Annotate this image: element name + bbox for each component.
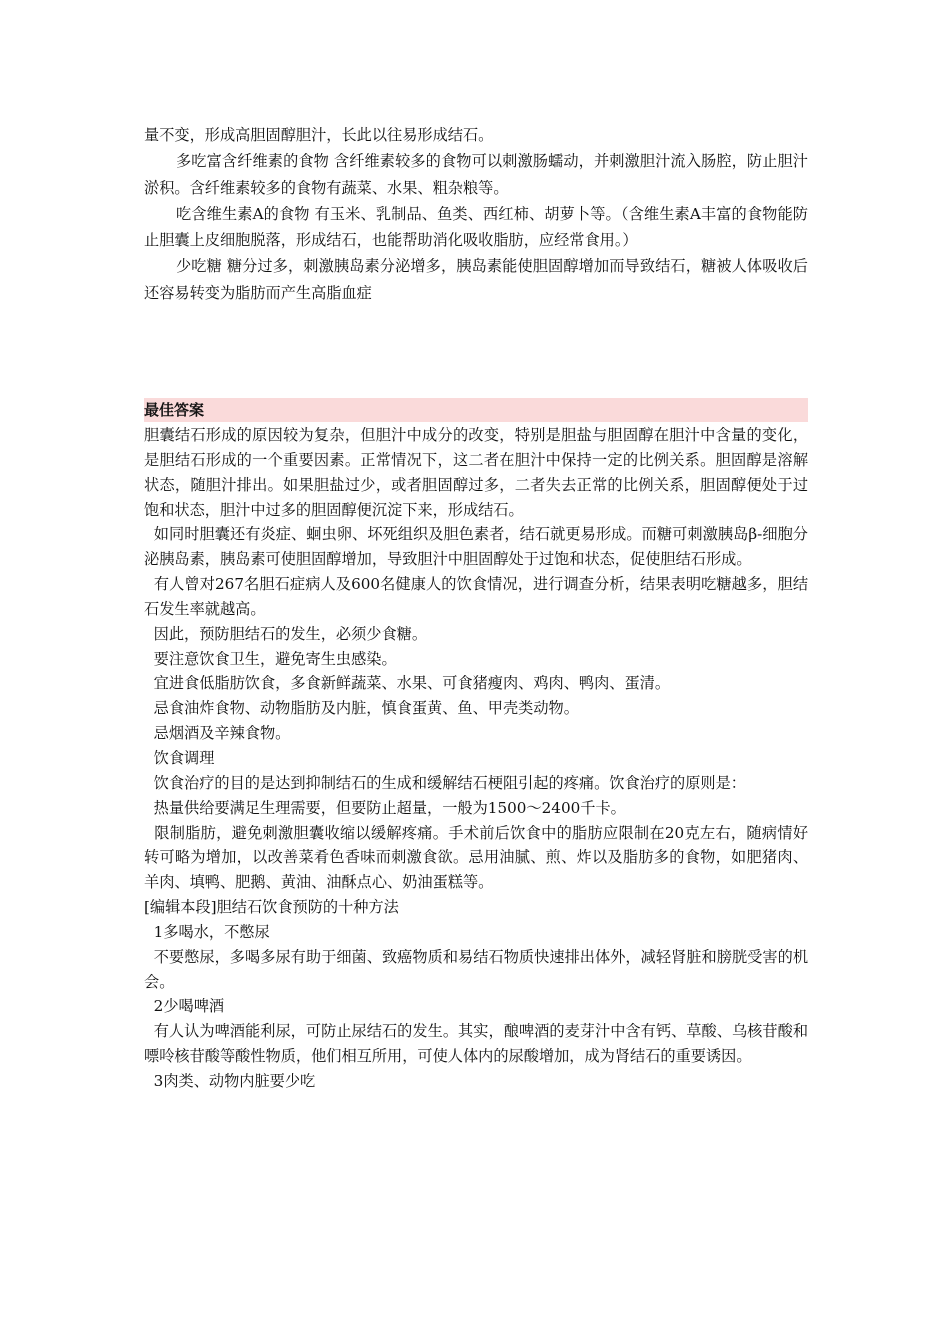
paragraph: 有人曾对267名胆石症病人及600名健康人的饮食情况，进行调查分析，结果表明吃糖越多，胆结石发生率就越高。 xyxy=(144,575,809,618)
paragraph: 饮食调理 xyxy=(144,748,215,767)
paragraph: 胆囊结石形成的原因较为复杂，但胆汁中成分的改变，特别是胆盐与胆固醇在胆汁中含量的变化，是胆结石形成的一个重要因素。正常情况下，这二者在胆汁中保持一定的比例关系。胆固醇是溶解状态，随胆汁排出。如果胆盐过少，或者胆固醇过多，二者失去正常的比例关系，胆固醇便处于过饱和状态，胆汁中过多的胆固醇便沉淀下来，形成结石。 xyxy=(144,426,808,519)
paragraph: 限制脂肪，避免刺激胆囊收缩以缓解疼痛。手术前后饮食中的脂肪应限制在20克左右，随病情好转可略为增加，以改善菜肴色香味而刺激食欲。忌用油腻、煎、炸以及脂肪多的食物，如肥猪肉、羊肉、填鸭、肥鹅、黄油、油酥点心、奶油蛋糕等。 xyxy=(144,823,809,892)
paragraph: 要注意饮食卫生，避免寄生虫感染。 xyxy=(144,649,397,668)
paragraph: 如同时胆囊还有炎症、蛔虫卵、坏死组织及胆色素者，结石就更易形成。而糖可刺激胰岛β-细胞分泌胰岛素，胰岛素可使胆固醇增加，导致胆汁中胆固醇处于过饱和状态，促使胆结石形成。 xyxy=(144,525,808,569)
list-item-heading: 1多喝水，不憋尿 xyxy=(144,922,270,941)
list-item-heading: 3肉类、动物内脏要少吃 xyxy=(144,1071,316,1090)
paragraph: 多吃富含纤维素的食物 含纤维素较多的食物可以刺激肠蠕动，并刺激胆汁流入肠腔，防止胆汁淤积。含纤维素较多的食物有蔬菜、水果、粗杂粮等。 xyxy=(144,152,808,197)
paragraph: 少吃糖 糖分过多，刺激胰岛素分泌增多，胰岛素能使胆固醇增加而导致结石，糖被人体吸收后还容易转变为脂肪而产生高脂血症 xyxy=(144,257,808,302)
paragraph: 忌烟酒及辛辣食物。 xyxy=(144,724,291,743)
best-answer-body xyxy=(144,423,808,1094)
paragraph: 量不变，形成高胆固醇胆汁，长此以往易形成结石。 xyxy=(144,126,494,144)
best-answer-header: 最佳答案 xyxy=(144,398,808,422)
paragraph: 忌食油炸食物、动物脂肪及内脏，慎食蛋黄、鱼、甲壳类动物。 xyxy=(144,699,579,718)
paragraph: 宜进食低脂肪饮食，多食新鲜蔬菜、水果、可食猪瘦肉、鸡肉、鸭肉、蛋清。 xyxy=(144,674,671,693)
paragraph: 吃含维生素A的食物 有玉米、乳制品、鱼类、西红柿、胡萝卜等。（含维生素A丰富的食物能防止胆囊上皮细胞脱落，形成结石，也能帮助消化吸收脂肪，应经常食用。） xyxy=(144,204,808,250)
paragraph: 饮食治疗的目的是达到抑制结石的生成和缓解结石梗阻引起的疼痛。饮食治疗的原则是： xyxy=(144,773,746,792)
paragraph: 有人认为啤酒能利尿，可防止尿结石的发生。其实，酿啤酒的麦芽汁中含有钙、草酸、乌核苷酸和嘌呤核苷酸等酸性物质，他们相互所用，可使人体内的尿酸增加，成为肾结石的重要诱因。 xyxy=(144,1022,809,1066)
paragraph: 不要憋尿，多喝多尿有助于细菌、致癌物质和易结石物质快速排出体外，减轻肾脏和膀胱受害的机会。 xyxy=(144,947,809,991)
section-heading: [编辑本段]胆结石饮食预防的十种方法 xyxy=(144,898,399,917)
top-text-section xyxy=(144,122,808,306)
paragraph: 因此，预防胆结石的发生，必须少食糖。 xyxy=(144,624,428,643)
list-item-heading: 2少喝啤酒 xyxy=(144,997,225,1016)
paragraph: 热量供给要满足生理需要，但要防止超量，一般为1500～2400千卡。 xyxy=(144,798,626,817)
